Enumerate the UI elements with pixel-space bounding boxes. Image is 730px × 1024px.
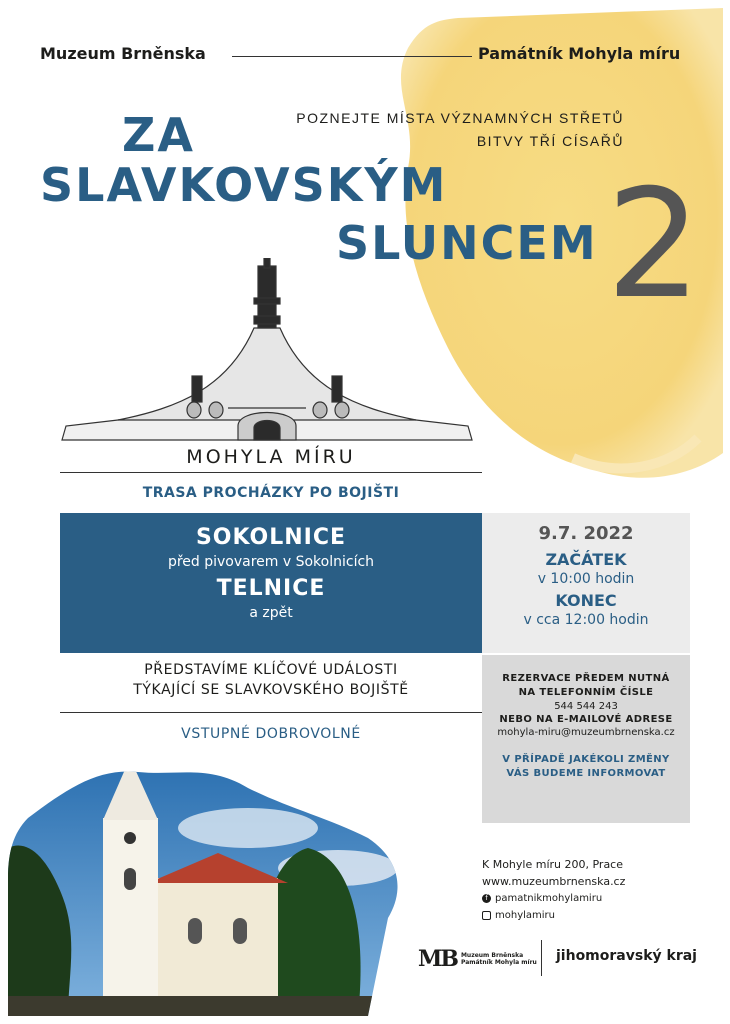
monument-illustration [58, 258, 476, 444]
reservation-box [482, 655, 690, 823]
notice-line-1: V PŘÍPADĚ JAKÉKOLI ZMĚNY [502, 754, 670, 765]
title-line-3: SLUNCEM [336, 216, 598, 270]
subtitle-line-1: POZNEJTE MÍSTA VÝZNAMNÝCH STŘETŮ [296, 110, 624, 126]
route-start-detail: před pivovarem v Sokolnicích [167, 554, 375, 570]
start-time: v 10:00 hodin [537, 571, 635, 587]
logo-divider [541, 940, 542, 976]
instagram-icon [482, 911, 491, 920]
museum-logo-letters: MB [418, 946, 457, 972]
reservation-phone: 544 544 243 [554, 701, 618, 712]
description-line-2: TÝKAJÍCÍ SE SLAVKOVSKÉHO BOJIŠTĚ [133, 682, 409, 698]
route-end: TELNICE [216, 576, 326, 601]
notice-line-2: VÁS BUDEME INFORMOVAT [506, 768, 666, 779]
monument-caption: MOHYLA MÍRU [186, 446, 356, 468]
start-label: ZAČÁTEK [545, 550, 627, 569]
description-line-1: PŘEDSTAVÍME KLÍČOVÉ UDÁLOSTI [144, 662, 398, 678]
admission: VSTUPNÉ DOBROVOLNÉ [181, 726, 361, 742]
instagram-handle: mohylamiru [495, 910, 555, 921]
route-start: SOKOLNICE [195, 525, 347, 550]
schedule-box [482, 513, 690, 653]
description [60, 660, 482, 700]
reservation-email[interactable]: mohyla-miru@muzeumbrnenska.cz [497, 727, 675, 738]
instagram-row[interactable] [482, 907, 625, 924]
museum-logo-text: Muzeum Brněnska Památník Mohyla míru [460, 952, 537, 966]
museum-logo [418, 946, 537, 972]
end-label: KONEC [555, 591, 617, 610]
event-date: 9.7. 2022 [538, 523, 634, 544]
church-photo [8, 758, 406, 1016]
end-time: v cca 12:00 hodin [523, 612, 649, 628]
reservation-line-1: REZERVACE PŘEDEM NUTNÁ [502, 673, 670, 684]
subtitle-line-2: BITVY TŘÍ CÍSAŘŮ [476, 133, 624, 149]
facebook-icon: f [482, 894, 491, 903]
title-line-2: SLAVKOVSKÝM [40, 158, 448, 212]
route-end-detail: a zpět [249, 605, 293, 621]
title-line-1: ZA [122, 108, 195, 162]
description-rule [60, 712, 482, 713]
address: K Mohyle míru 200, Prace [482, 858, 624, 871]
title-number: 2 [606, 158, 702, 332]
website-link[interactable]: www.muzeumbrnenska.cz [482, 875, 626, 888]
route-heading: TRASA PROCHÁZKY PO BOJIŠTI [142, 485, 400, 501]
header-divider [232, 56, 472, 57]
region-logo: jihomoravský kraj [556, 948, 697, 964]
header-museum: Muzeum Brněnska [40, 44, 206, 63]
contact-block [482, 856, 625, 924]
facebook-handle: pamatnikmohylamiru [495, 893, 603, 904]
header-memorial: Památník Mohyla míru [478, 44, 681, 63]
reservation-line-3: NEBO NA E-MAILOVÉ ADRESE [499, 714, 673, 725]
reservation-line-2: NA TELEFONNÍM ČÍSLE [518, 687, 654, 698]
caption-rule [60, 472, 482, 473]
facebook-row[interactable] [482, 890, 625, 907]
route-box [60, 513, 482, 653]
